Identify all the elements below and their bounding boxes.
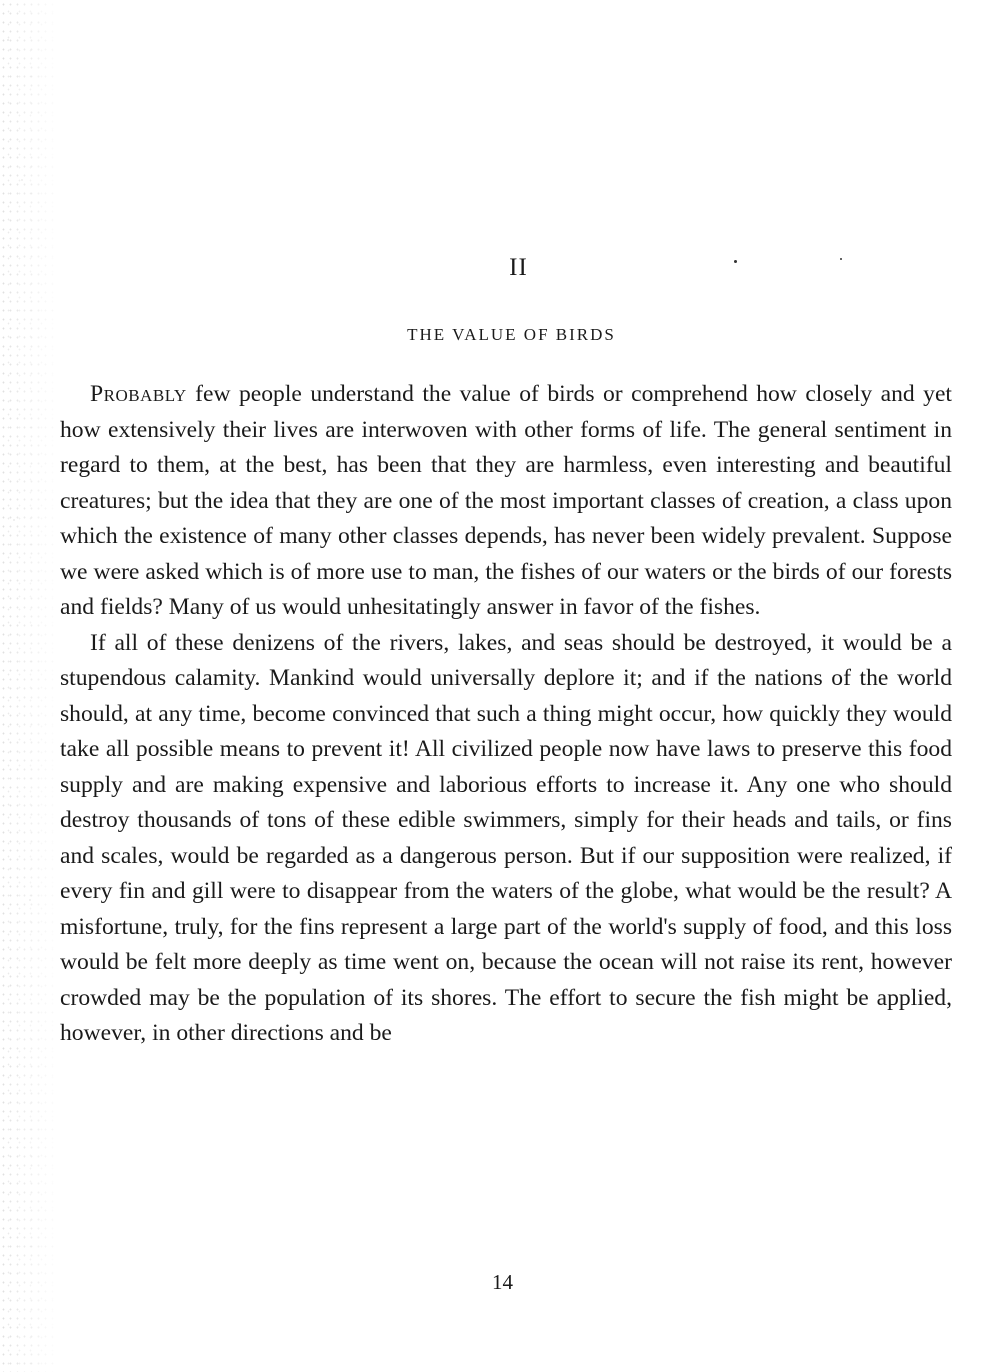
paragraph-2-text: If all of these denizens of the rivers, lakes, and seas should be destroyed, it would be a stupendous calamity. Mankind would universally deplore it; and if the nations of the world should, at any time, become convinced that such a thing might occur, how quickly they would take all possible means to prevent it! All civilized people now have laws to preserve this food supply and are making expensive and laborious efforts to increase it. Any one who should destroy thousands of tons of these edible swimmers, simply for their heads and tails, or fins and scales, would be regarded as a dangerous person. But if our supposition were realized, if every fin and gill were to disappear from the waters of the globe, what would be the result? A misfortune, truly, for the fins represent a large part of the world's supply of food, and this loss would be felt more deeply as time went on, because the ocean will not raise its rent, however crowded may be the population of its shores. The effort to secure the fish might be applied, however, in other directions and be	[60, 629, 952, 1046]
chapter-title: THE VALUE OF BIRDS	[407, 325, 616, 344]
body-text	[60, 377, 952, 1052]
paragraph-1	[60, 377, 952, 626]
chapter-number: II	[509, 254, 528, 281]
paragraph-lead-word: Probably	[90, 381, 187, 407]
paragraph-2	[60, 626, 952, 1052]
page-number: 14	[492, 1270, 513, 1294]
page-edge-speckle	[0, 0, 60, 1372]
paragraph-1-text: few people understand the value of birds or comprehend how closely and yet how extensively their lives are interwoven with other forms of life. The general sentiment in regard to them, at the best, has been that they are harmless, even interesting and beautiful creatures; but the idea that they are one of the most important classes of creation, a class upon which the existence of many other classes depends, has never been widely prevalent. Suppose we were asked which is of more use to man, the fishes of our waters or the birds of our forests and fields? Many of us would unhesitatingly answer in favor of the fishes.	[60, 381, 952, 620]
